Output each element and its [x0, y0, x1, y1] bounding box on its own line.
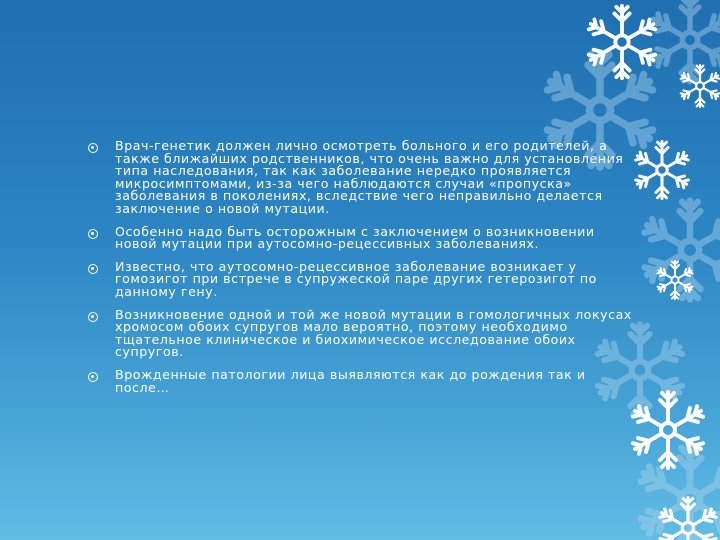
- ring-bullet-icon: [88, 312, 98, 322]
- ring-bullet-icon: [88, 229, 98, 239]
- list-item: [88, 140, 636, 216]
- list-item: [88, 366, 636, 395]
- ring-bullet-icon: [88, 143, 98, 153]
- bullet-list: [88, 140, 636, 404]
- list-item: [88, 258, 636, 299]
- bullet-text: Известно, что аутосомно-рецессивное заболевание возникает у гомозигот при встрече в супружеской паре других гетерозигот по данному гену.: [115, 258, 597, 299]
- ring-bullet-icon: [88, 372, 98, 382]
- snowflake-icon: [638, 447, 720, 540]
- bullet-text: Врожденные патологии лица выявляются как до рождения так и после…: [115, 366, 586, 395]
- ring-bullet-icon: [88, 264, 98, 274]
- list-item: [88, 306, 636, 360]
- bullet-text: Возникновение одной и той же новой мутации в гомологичных локусах хромосом обоих супругов мало вероятно, поэтому необходимо тщательное клиническое и биохимическое исследование обоих супругов.: [115, 306, 632, 360]
- bullet-text: Особенно надо быть осторожным с заключением о возникновении новой мутации при аутосомно-рецессивных заболеваниях.: [115, 223, 595, 252]
- snowflake-icon: [658, 498, 717, 540]
- snowflake-icon: [634, 142, 689, 199]
- snowflake-icon: [649, 0, 720, 82]
- list-item: [88, 223, 636, 252]
- bullet-text: Врач-генетик должен лично осмотреть больного и его родителей, а также ближайших родственников, что очень важно для установления типа наследования, так как заболевание нередко проявляется микросимптомами, из-за чего наблюдаются случаи «пропуска» заболевания в поколениях, вследствие чего неправильно делается заключение о новой мутации.: [115, 138, 624, 216]
